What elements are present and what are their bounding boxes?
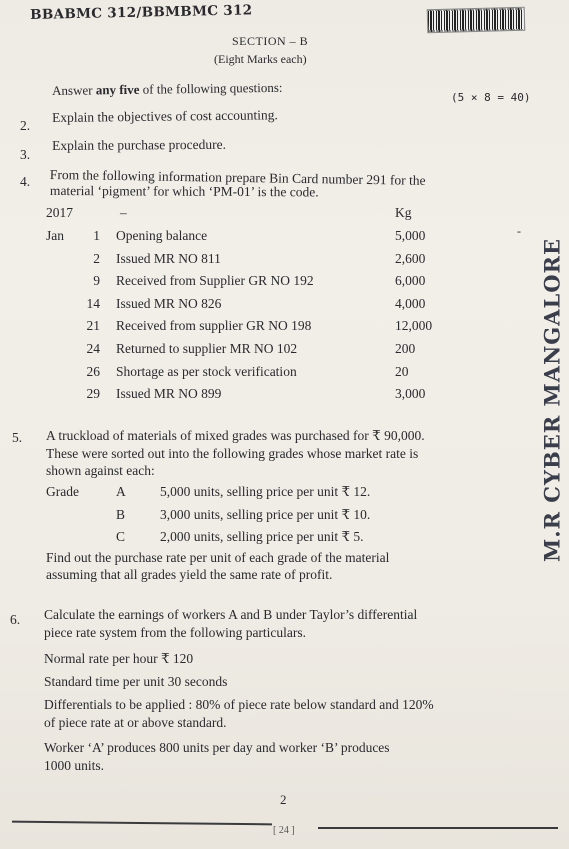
row-day: 26 xyxy=(86,363,100,379)
question-text: Normal rate per hour ₹ 120 xyxy=(44,651,194,666)
row-day: 9 xyxy=(93,273,100,289)
question-number: 6. xyxy=(10,612,21,627)
row-particulars: Issued MR NO 899 xyxy=(116,386,222,402)
grade-letter: A xyxy=(116,484,126,499)
grade-detail: 3,000 units, selling price per unit ₹ 10. xyxy=(160,507,371,522)
row-day: 2 xyxy=(93,250,100,266)
question-number: 5. xyxy=(12,430,23,445)
marks-note: (Eight Marks each) xyxy=(214,52,307,66)
row-quantity: 200 xyxy=(395,341,416,356)
question-text: of piece rate at or above standard. xyxy=(44,715,227,730)
row-quantity: 5,000 xyxy=(395,228,426,243)
question-number: 4. xyxy=(20,174,31,189)
row-day: 24 xyxy=(86,341,100,356)
row-quantity: 3,000 xyxy=(395,386,426,402)
section-heading: SECTION – B xyxy=(232,34,309,48)
grade-detail: 5,000 units, selling price per unit ₹ 12. xyxy=(160,484,371,499)
row-quantity: 20 xyxy=(395,363,409,379)
margin-dash: - xyxy=(517,224,521,238)
question-text: A truckload of materials of mixed grades was purchased for ₹ 90,000. xyxy=(46,428,425,443)
row-particulars: Received from Supplier GR NO 192 xyxy=(116,273,314,289)
question-text: material ‘pigment’ for which ‘PM-01’ is the code. xyxy=(49,183,319,200)
row-day: 21 xyxy=(86,318,100,334)
barcode-label xyxy=(427,7,526,34)
row-day: 14 xyxy=(86,295,100,311)
row-particulars: Opening balance xyxy=(116,228,208,243)
question-text: assuming that all grades yield the same rate of profit. xyxy=(46,567,333,582)
row-quantity: 2,600 xyxy=(395,250,426,266)
footer-rule-left xyxy=(12,821,272,826)
question-text: piece rate system from the following particulars. xyxy=(44,625,307,640)
question-text: From the following information prepare Bin Card number 291 for the xyxy=(49,167,426,188)
row-particulars: Shortage as per stock verification xyxy=(116,363,297,379)
course-code: BBABMC 312/BBMBMC 312 xyxy=(30,2,253,23)
row-particulars: Issued MR NO 811 xyxy=(116,250,221,266)
question-number: 2. xyxy=(20,118,31,133)
row-day: 29 xyxy=(86,386,100,402)
grade-label: Grade xyxy=(46,484,79,499)
question-text: Explain the purchase procedure. xyxy=(52,136,227,153)
row-particulars: Received from supplier GR NO 198 xyxy=(116,318,312,334)
instruction: Answer any five of the following questions: xyxy=(52,79,283,98)
question-text: 1000 units. xyxy=(44,758,105,773)
row-quantity: 6,000 xyxy=(395,273,426,289)
grade-letter: B xyxy=(116,507,126,522)
row-particulars: Returned to supplier MR NO 102 xyxy=(116,341,298,356)
question-number: 3. xyxy=(20,147,31,162)
print-page-number: [ 24 ] xyxy=(273,825,295,836)
marks-score: (5 × 8 = 40) xyxy=(451,91,531,104)
question-text: Explain the objectives of cost accounting. xyxy=(52,107,278,125)
question-text: Worker ‘A’ produces 800 units per day and worker ‘B’ produces xyxy=(44,740,390,755)
row-quantity: 12,000 xyxy=(395,318,433,334)
row-month: Jan xyxy=(46,228,64,243)
footer-rule-right xyxy=(318,827,558,829)
year-header: 2017 xyxy=(46,205,73,220)
shop-stamp: M.R CYBER MANGALORE xyxy=(539,237,565,563)
question-text: shown against each: xyxy=(46,463,155,478)
page-number: 2 xyxy=(280,792,287,807)
row-particulars: Issued MR NO 826 xyxy=(116,295,222,311)
instruction-emphasis: any five xyxy=(95,81,140,98)
unit-header: Kg xyxy=(395,205,412,220)
row-day: 1 xyxy=(93,228,100,243)
row-quantity: 4,000 xyxy=(395,295,426,311)
question-text: Find out the purchase rate per unit of each grade of the material xyxy=(46,550,390,565)
bin-card-table xyxy=(46,205,506,405)
grade-detail: 2,000 units, selling price per unit ₹ 5. xyxy=(160,529,364,544)
question-text: Calculate the earnings of workers A and B under Taylor’s differential xyxy=(44,607,418,622)
header-dash: – xyxy=(120,205,127,220)
question-text: These were sorted out into the following grades whose market rate is xyxy=(46,446,419,461)
question-text: Standard time per unit 30 seconds xyxy=(44,674,228,689)
grade-letter: C xyxy=(116,529,126,544)
question-text: Differentials to be applied : 80% of piece rate below standard and 120% xyxy=(44,697,434,712)
